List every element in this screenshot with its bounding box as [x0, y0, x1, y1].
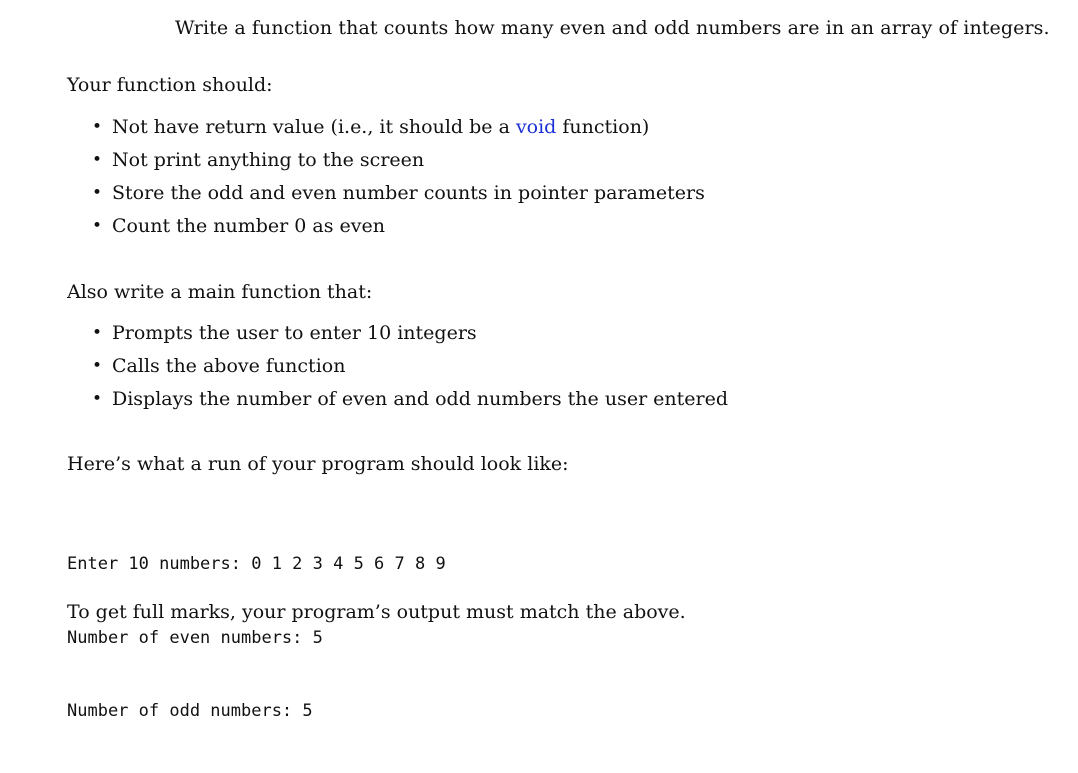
requirement-text: Store the odd and even number counts in pointer parameters — [112, 182, 705, 204]
function-requirements-list — [92, 115, 705, 247]
sample-run-intro: Here’s what a run of your program should look like: — [67, 453, 569, 475]
list-item — [92, 181, 705, 214]
list-item — [92, 354, 728, 387]
sample-output-line: Enter 10 numbers: 0 1 2 3 4 5 6 7 8 9 — [67, 554, 446, 574]
bullet-icon: • — [92, 216, 103, 236]
requirement-text: Not print anything to the screen — [112, 149, 425, 171]
list-item — [92, 321, 728, 354]
sample-output-line: Number of odd numbers: 5 — [67, 701, 313, 721]
requirement-text: Not have return value (i.e., it should be a — [112, 116, 516, 138]
requirement-text: Calls the above function — [112, 355, 346, 377]
requirement-text: Count the number 0 as even — [112, 215, 386, 237]
bullet-icon: • — [92, 389, 103, 409]
function-requirements-intro: Your function should: — [67, 74, 273, 96]
bullet-icon: • — [92, 183, 103, 203]
assignment-title: Write a function that counts how many even and odd numbers are in an array of integers. — [175, 17, 1050, 39]
list-item — [92, 214, 705, 247]
sample-output-line: Number of even numbers: 5 — [67, 627, 323, 648]
list-item — [92, 387, 728, 420]
list-item — [92, 148, 705, 181]
bullet-icon: • — [92, 356, 103, 376]
void-keyword: void — [515, 116, 557, 138]
bullet-icon: • — [92, 323, 103, 343]
bullet-icon: • — [92, 117, 103, 137]
sample-output-block — [67, 503, 446, 773]
main-requirements-intro: Also write a main function that: — [67, 281, 373, 303]
list-item — [92, 115, 705, 148]
requirement-text: Displays the number of even and odd numbers the user entered — [112, 388, 729, 410]
main-requirements-list — [92, 321, 728, 420]
final-note: To get full marks, your program’s output must match the above. — [67, 601, 686, 623]
requirement-text-end: function) — [556, 116, 650, 138]
requirement-text: Prompts the user to enter 10 integers — [112, 322, 477, 344]
bullet-icon: • — [92, 150, 103, 170]
